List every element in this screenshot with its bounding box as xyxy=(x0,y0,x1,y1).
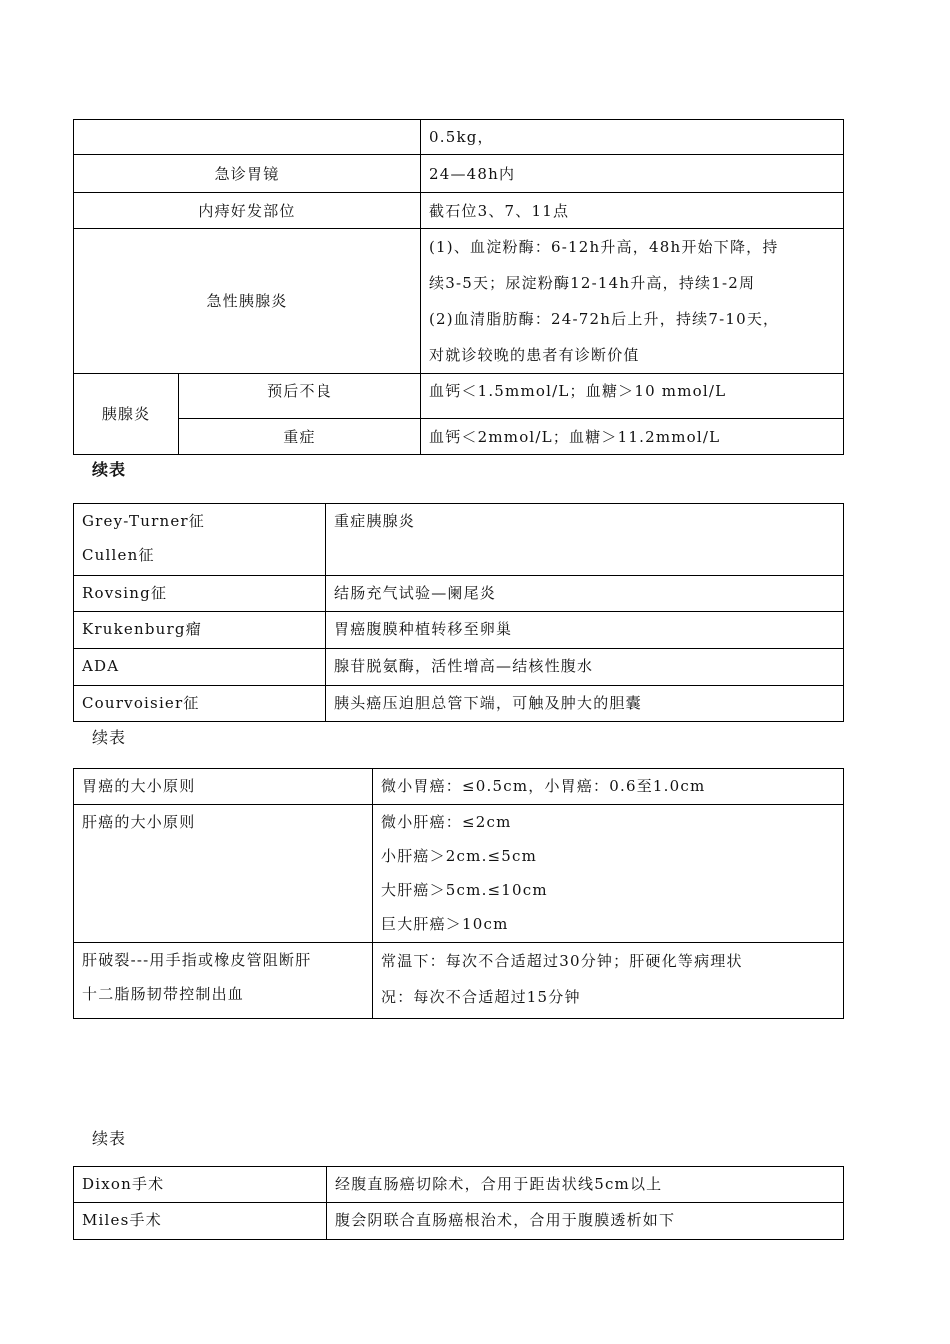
table-row xyxy=(74,155,844,193)
table-cell-label: ADA xyxy=(74,649,326,686)
table-row xyxy=(74,649,844,686)
cell-line: 肝破裂---用手指或橡皮管阻断肝 xyxy=(82,951,312,969)
table-cell-label: Krukenburg瘤 xyxy=(74,612,326,649)
table-caption: 续表 xyxy=(92,1129,127,1148)
table-caption: 续表 xyxy=(92,728,127,747)
table-row xyxy=(74,769,844,805)
cell-line: 微小肝癌：≤2cm xyxy=(381,813,512,831)
cell-line: 况：每次不合适超过15分钟 xyxy=(381,988,581,1006)
table-cell-label: Courvoisier征 xyxy=(74,686,326,722)
table-row xyxy=(74,193,844,229)
table-row xyxy=(74,1167,844,1203)
cell-line: (1)、血淀粉酶：6-12h升高，48h开始下降，持 xyxy=(429,238,779,256)
table-cell-value: 重症胰腺炎 xyxy=(326,504,844,576)
table-cell-value: 血钙＜2mmol/L；血糖＞11.2mmol/L xyxy=(421,419,844,455)
table-2 xyxy=(73,503,844,722)
table-4 xyxy=(73,1166,844,1240)
table-cell-value: 胃癌腹膜种植转移至卵巢 xyxy=(326,612,844,649)
cell-line: 对就诊较晚的患者有诊断价值 xyxy=(429,346,640,364)
table-row xyxy=(74,120,844,155)
table-cell-label: 胃癌的大小原则 xyxy=(74,769,373,805)
table-cell-value: 微小胃癌：≤0.5cm，小胃癌：0.6至1.0cm xyxy=(373,769,844,805)
table-cell-value: 胰头癌压迫胆总管下端，可触及肿大的胆囊 xyxy=(326,686,844,722)
table-row xyxy=(74,419,844,455)
table-row xyxy=(74,612,844,649)
table-cell-label: 内痔好发部位 xyxy=(74,193,421,229)
table-cell-label: 急诊胃镜 xyxy=(74,155,421,193)
table-cell-label xyxy=(74,943,373,1019)
cell-line: (2)血清脂肪酶：24-72h后上升，持续7-10天， xyxy=(429,310,780,328)
table-1 xyxy=(73,119,844,455)
table-row xyxy=(74,1203,844,1240)
table-cell-label xyxy=(74,504,326,576)
table-cell-label: Rovsing征 xyxy=(74,576,326,612)
table-cell-value: 血钙＜1.5mmol/L；血糖＞10 mmol/L xyxy=(421,374,844,419)
cell-line: 续3-5天；尿淀粉酶12-14h升高，持续1-2周 xyxy=(429,274,756,292)
table-cell-value: 截石位3、7、11点 xyxy=(421,193,844,229)
cell-line: 巨大肝癌＞10cm xyxy=(381,915,509,933)
table-cell-value: 结肠充气试验—阑尾炎 xyxy=(326,576,844,612)
table-cell-label: Dixon手术 xyxy=(74,1167,327,1203)
table-row xyxy=(74,686,844,722)
table-row xyxy=(74,504,844,576)
table-caption: 续表 xyxy=(92,460,127,479)
table-cell-group: 胰腺炎 xyxy=(74,374,179,455)
table-row xyxy=(74,229,844,374)
cell-line: 小肝癌＞2cm.≤5cm xyxy=(381,847,538,865)
table-cell-value xyxy=(373,805,844,943)
table-row xyxy=(74,805,844,943)
table-row xyxy=(74,943,844,1019)
cell-line: Grey-Turner征 xyxy=(82,512,205,530)
table-cell-label: Miles手术 xyxy=(74,1203,327,1240)
table-cell-label: 预后不良 xyxy=(179,374,421,419)
table-cell-label: 肝癌的大小原则 xyxy=(74,805,373,943)
table-cell-value: 腺苷脱氨酶，活性增高—结核性腹水 xyxy=(326,649,844,686)
table-cell-label xyxy=(74,120,421,155)
table-cell-value: 0.5kg， xyxy=(421,120,844,155)
cell-line: 十二脂肠韧带控制出血 xyxy=(82,985,245,1003)
table-cell-value xyxy=(373,943,844,1019)
table-cell-value xyxy=(421,229,844,374)
table-cell-label: 急性胰腺炎 xyxy=(74,229,421,374)
cell-line: 大肝癌＞5cm.≤10cm xyxy=(381,881,548,899)
table-row xyxy=(74,576,844,612)
table-cell-value: 腹会阴联合直肠癌根治术，合用于腹膜透析如下 xyxy=(327,1203,844,1240)
table-row xyxy=(74,374,844,419)
table-cell-value: 24—48h内 xyxy=(421,155,844,193)
table-cell-value: 经腹直肠癌切除术，合用于距齿状线5cm以上 xyxy=(327,1167,844,1203)
table-cell-label: 重症 xyxy=(179,419,421,455)
cell-line: 常温下：每次不合适超过30分钟；肝硬化等病理状 xyxy=(381,952,743,970)
table-3 xyxy=(73,768,844,1019)
cell-line: Cullen征 xyxy=(82,546,155,564)
